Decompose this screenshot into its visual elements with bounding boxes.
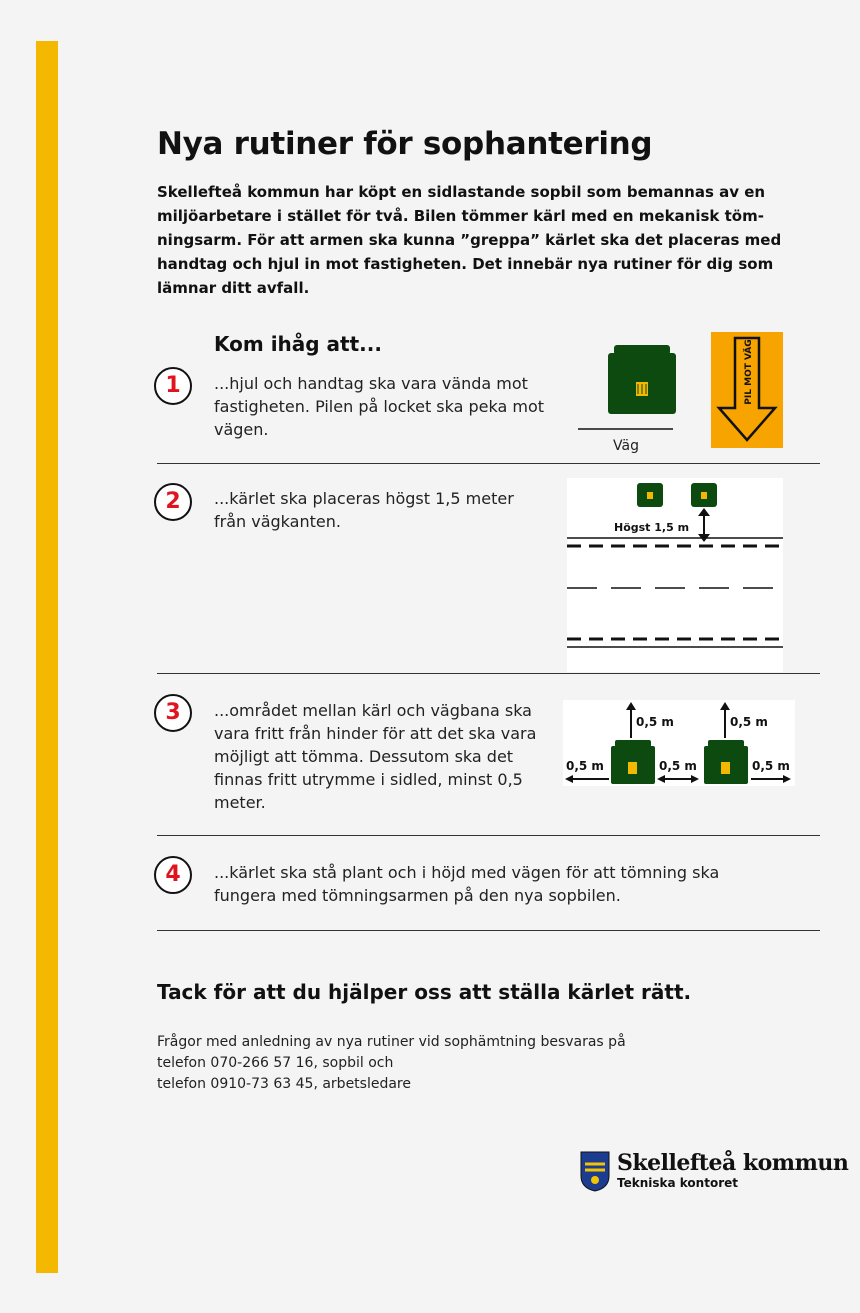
intro-paragraph: Skellefteå kommun har köpt en sidlastande sopbil som bemannas av en miljöarbetare i stället för två. Bilen tömmer kärl med en mekanisk töm-ningsarm. För att armen ska kunna ”greppa” kärlet ska det placeras med handtag och hjul in mot fastigheten. Det innebär nya rutiner för dig som lämnar ditt avfall. (157, 183, 782, 297)
contact-line: telefon 0910-73 63 45, arbetsledare (157, 1076, 411, 1092)
step-3-number: 3 (154, 694, 192, 732)
clearance-label-top-1: 0,5 m (636, 715, 674, 729)
divider (157, 930, 820, 931)
contact-line: Frågor med anledning av nya rutiner vid sophämtning besvaras på (157, 1034, 626, 1050)
logo-department: Tekniska kontoret (617, 1176, 738, 1190)
step-4-number: 4 (154, 856, 192, 894)
step-3-text: ...området mellan kärl och vägbana ska vara fritt från hinder för att det ska vara möjligt att tömma. Dessutom ska det finnas fritt utrymme i sidled, minst 0,5 meter. (214, 701, 537, 812)
clearance-label-top-2: 0,5 m (730, 715, 768, 729)
page-title: Nya rutiner för sophantering (157, 126, 653, 162)
divider (157, 673, 820, 674)
clearance-label-left: 0,5 m (566, 759, 604, 773)
arrow-to-road-figure (711, 332, 783, 448)
step-2-number: 2 (154, 483, 192, 521)
contact-info (157, 1032, 626, 1095)
clearance-figure (563, 700, 795, 786)
clearance-label-right: 0,5 m (752, 759, 790, 773)
bin-road-figure (576, 340, 686, 460)
contact-line: telefon 070-266 57 16, sopbil och (157, 1055, 394, 1071)
logo-name: Skellefteå kommun (617, 1150, 849, 1176)
divider (157, 835, 820, 836)
accent-sidebar (36, 41, 58, 1273)
arrow-label: PIL MOT VÄG (744, 339, 754, 405)
coat-of-arms-icon (579, 1150, 611, 1192)
distance-figure (567, 478, 783, 672)
step-2-text: ...kärlet ska placeras högst 1,5 meter från vägkanten. (214, 489, 514, 531)
step-1-text: ...hjul och handtag ska vara vända mot fastigheten. Pilen på locket ska peka mot vägen. (214, 374, 545, 439)
step-1-number: 1 (154, 367, 192, 405)
step-4-text: ...kärlet ska stå plant och i höjd med vägen för att tömning ska fungera med tömningsarmen på den nya sopbilen. (214, 863, 720, 905)
road-label: Väg (613, 438, 639, 454)
max-distance-label: Högst 1,5 m (614, 521, 690, 534)
clearance-label-middle: 0,5 m (659, 759, 697, 773)
thanks-heading: Tack för att du hjälper oss att ställa kärlet rätt. (157, 980, 692, 1004)
remember-heading: Kom ihåg att... (214, 332, 382, 356)
divider (157, 463, 820, 464)
